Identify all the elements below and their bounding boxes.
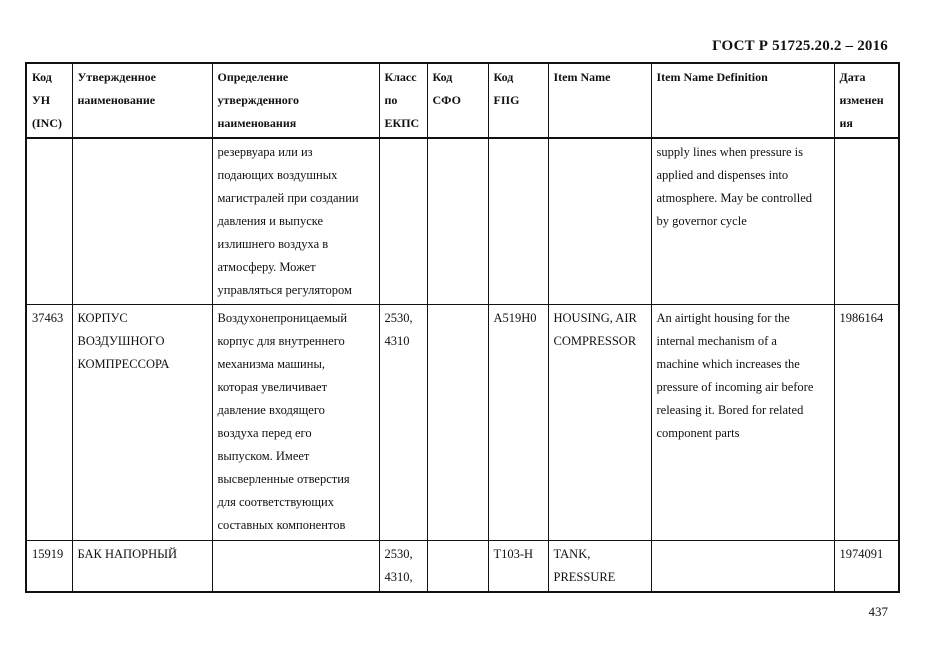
- cell-sfo: [427, 305, 488, 541]
- cell-item-definition: [651, 541, 834, 593]
- cell-definition: Воздухонепроницаемый корпус для внутреннего механизма машины, которая увеличивает давление входящего воздуха перед его выпуском. Имеет высверленные отверстия для соответствующих составных компонентов: [212, 305, 379, 541]
- header-item-name: Item Name: [548, 63, 651, 138]
- header-inc: Код УН (INC): [26, 63, 72, 138]
- cell-inc: [26, 138, 72, 305]
- header-date: Дата изменен ия: [834, 63, 899, 138]
- table-row: [26, 541, 899, 593]
- cell-date: 1974091: [834, 541, 899, 593]
- header-definition: Определение утвержденного наименования: [212, 63, 379, 138]
- header-class: Класс по ЕКПС: [379, 63, 427, 138]
- cell-name: БАК НАПОРНЫЙ: [72, 541, 212, 593]
- header-fiig: Код FIIG: [488, 63, 548, 138]
- table-row: [26, 305, 899, 541]
- page-number: 437: [868, 604, 888, 619]
- data-table: [25, 62, 900, 593]
- cell-item-definition: An airtight housing for the internal mechanism of a machine which increases the pressure of incoming air before releasing it. Bored for related component parts: [651, 305, 834, 541]
- table-row: [26, 138, 899, 305]
- header-sfo: Код СФО: [427, 63, 488, 138]
- cell-item-name: [548, 138, 651, 305]
- cell-class: 2530, 4310: [379, 305, 427, 541]
- cell-name: [72, 138, 212, 305]
- header-item-definition: Item Name Definition: [651, 63, 834, 138]
- cell-class: [379, 138, 427, 305]
- cell-definition: [212, 541, 379, 593]
- cell-fiig: [488, 138, 548, 305]
- document-title: ГОСТ Р 51725.20.2 – 2016: [712, 38, 888, 54]
- cell-class: 2530, 4310,: [379, 541, 427, 593]
- cell-item-name: HOUSING, AIR COMPRESSOR: [548, 305, 651, 541]
- cell-fiig: A519H0: [488, 305, 548, 541]
- cell-item-definition: supply lines when pressure is applied and dispenses into atmosphere. May be controlled by governor cycle: [651, 138, 834, 305]
- header-row: [26, 63, 899, 138]
- cell-fiig: T103-H: [488, 541, 548, 593]
- cell-sfo: [427, 138, 488, 305]
- cell-date: [834, 138, 899, 305]
- cell-item-name: TANK, PRESSURE: [548, 541, 651, 593]
- cell-name: КОРПУС ВОЗДУШНОГО КОМПРЕССОРА: [72, 305, 212, 541]
- cell-inc: 37463: [26, 305, 72, 541]
- cell-inc: 15919: [26, 541, 72, 593]
- cell-date: 1986164: [834, 305, 899, 541]
- cell-sfo: [427, 541, 488, 593]
- cell-definition: резервуара или из подающих воздушных магистралей при создании давления и выпуске излишнего воздуха в атмосферу. Может управляться регулятором: [212, 138, 379, 305]
- header-approved-name: Утвержденное наименование: [72, 63, 212, 138]
